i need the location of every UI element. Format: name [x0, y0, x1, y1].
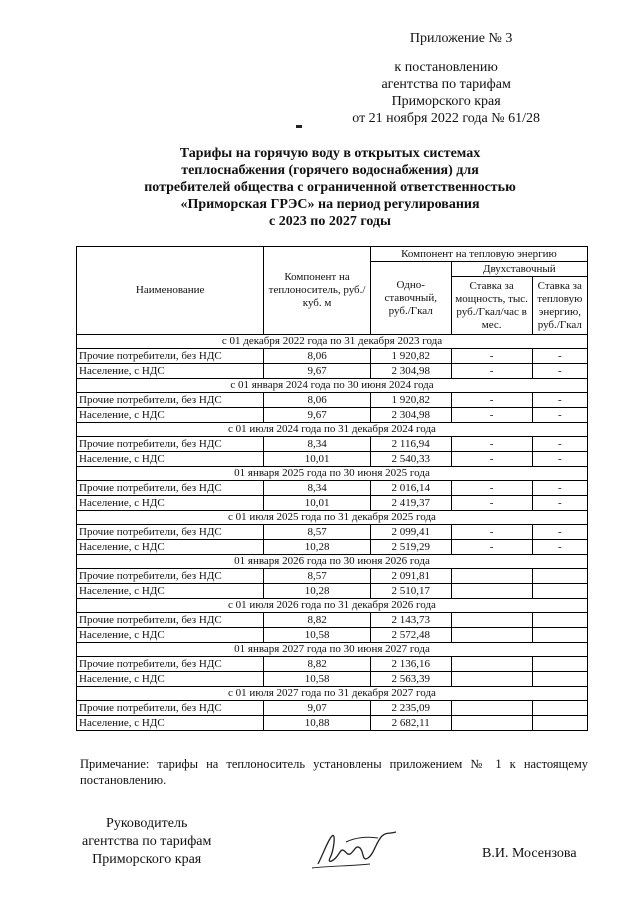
period-label: 01 января 2025 года по 30 июня 2025 года: [77, 467, 588, 481]
signer-line: Руководитель: [106, 816, 188, 831]
table-row: [77, 657, 588, 672]
document-title: [60, 145, 600, 230]
header-line: от 21 ноября 2022 года № 61/28: [352, 111, 540, 126]
consumer-name-cell: Прочие потребители, без НДС: [77, 701, 264, 716]
period-label: 01 января 2027 года по 30 июня 2027 года: [77, 643, 588, 657]
col-header-power-rate: Ставка за мощность, тыс. руб./Гкал/час в мес.: [451, 277, 532, 335]
energy-rate-cell: [532, 569, 587, 584]
energy-rate-cell: [532, 672, 587, 687]
table-row: [77, 569, 588, 584]
table-row: [77, 393, 588, 408]
energy-rate-cell: -: [532, 481, 587, 496]
consumer-name-cell: Прочие потребители, без НДС: [77, 481, 264, 496]
col-header-energy-rate: Ставка за тепловую энергию, руб./Гкал: [532, 277, 587, 335]
table-row: [77, 349, 588, 364]
period-label: с 01 июля 2024 года по 31 декабря 2024 года: [77, 423, 588, 437]
one-rate-cell: 2 419,37: [370, 496, 451, 511]
consumer-name-cell: Население, с НДС: [77, 540, 264, 555]
title-line: с 2023 по 2027 годы: [269, 214, 391, 229]
table-row: [77, 584, 588, 599]
table-row: [77, 437, 588, 452]
consumer-name-cell: Прочие потребители, без НДС: [77, 613, 264, 628]
power-rate-cell: [451, 672, 532, 687]
consumer-name-cell: Прочие потребители, без НДС: [77, 525, 264, 540]
period-row: [77, 643, 588, 657]
one-rate-cell: 2 304,98: [370, 364, 451, 379]
title-line: «Приморская ГРЭС» на период регулирования: [180, 197, 480, 212]
energy-rate-cell: -: [532, 437, 587, 452]
one-rate-cell: 2 136,16: [370, 657, 451, 672]
consumer-name-cell: Население, с НДС: [77, 672, 264, 687]
energy-rate-cell: [532, 613, 587, 628]
one-rate-cell: 2 682,11: [370, 716, 451, 731]
table-row: [77, 716, 588, 731]
signer-line: Приморского края: [92, 852, 202, 867]
signer-title: [82, 815, 211, 869]
coolant-cell: 10,88: [264, 716, 370, 731]
coolant-cell: 8,06: [264, 349, 370, 364]
power-rate-cell: [451, 657, 532, 672]
coolant-cell: 9,67: [264, 408, 370, 423]
signer-name: В.И. Мосензова: [482, 846, 577, 861]
consumer-name-cell: Население, с НДС: [77, 364, 264, 379]
consumer-name-cell: Население, с НДС: [77, 408, 264, 423]
consumer-name-cell: Население, с НДС: [77, 584, 264, 599]
coolant-cell: 10,28: [264, 540, 370, 555]
power-rate-cell: [451, 628, 532, 643]
coolant-cell: 8,82: [264, 613, 370, 628]
period-row: [77, 335, 588, 349]
power-rate-cell: -: [451, 481, 532, 496]
energy-rate-cell: -: [532, 540, 587, 555]
table-row: [77, 672, 588, 687]
stray-mark: [296, 125, 302, 128]
one-rate-cell: 2 143,73: [370, 613, 451, 628]
header-line: агентства по тарифам: [381, 77, 511, 92]
period-row: [77, 555, 588, 569]
one-rate-cell: 2 540,33: [370, 452, 451, 467]
energy-rate-cell: -: [532, 452, 587, 467]
header-line: Приморского края: [391, 94, 501, 109]
col-header-name: Наименование: [77, 247, 264, 335]
header-line: к постановлению: [394, 60, 498, 75]
table-row: [77, 452, 588, 467]
power-rate-cell: -: [451, 525, 532, 540]
handwritten-signature: [310, 822, 400, 872]
period-label: 01 января 2026 года по 30 июня 2026 года: [77, 555, 588, 569]
table-row: [77, 364, 588, 379]
energy-rate-cell: -: [532, 349, 587, 364]
energy-rate-cell: -: [532, 364, 587, 379]
power-rate-cell: [451, 584, 532, 599]
power-rate-cell: -: [451, 437, 532, 452]
power-rate-cell: -: [451, 364, 532, 379]
one-rate-cell: 1 920,82: [370, 349, 451, 364]
title-line: Тарифы на горячую воду в открытых системах: [179, 146, 481, 161]
signer-line: агентства по тарифам: [82, 834, 212, 849]
power-rate-cell: -: [451, 540, 532, 555]
one-rate-cell: 2 563,39: [370, 672, 451, 687]
energy-rate-cell: -: [532, 393, 587, 408]
period-label: с 01 декабря 2022 года по 31 декабря 2023 года: [77, 335, 588, 349]
coolant-cell: 10,01: [264, 496, 370, 511]
one-rate-cell: 2 091,81: [370, 569, 451, 584]
period-row: [77, 511, 588, 525]
coolant-cell: 8,34: [264, 481, 370, 496]
table-row: [77, 540, 588, 555]
period-row: [77, 467, 588, 481]
period-row: [77, 379, 588, 393]
table-row: [77, 481, 588, 496]
one-rate-cell: 2 572,48: [370, 628, 451, 643]
title-line: теплоснабжения (горячего водоснабжения) для: [181, 163, 479, 178]
footnote: Примечание: тарифы на теплоноситель установлены приложением № 1 к настоящему постановлению.: [80, 757, 588, 787]
table-row: [77, 408, 588, 423]
col-header-coolant: Компонент на теплоноситель, руб./куб. м: [264, 247, 370, 335]
period-label: с 01 января 2024 года по 30 июня 2024 года: [77, 379, 588, 393]
col-header-two-rate-group: Двухставочный: [451, 262, 587, 277]
coolant-cell: 8,82: [264, 657, 370, 672]
table-row: [77, 496, 588, 511]
consumer-name-cell: Прочие потребители, без НДС: [77, 437, 264, 452]
tariff-table: [76, 246, 588, 731]
one-rate-cell: 2 519,29: [370, 540, 451, 555]
power-rate-cell: -: [451, 393, 532, 408]
header-block: [352, 30, 540, 127]
power-rate-cell: -: [451, 408, 532, 423]
power-rate-cell: [451, 613, 532, 628]
one-rate-cell: 1 920,82: [370, 393, 451, 408]
power-rate-cell: -: [451, 496, 532, 511]
table-row: [77, 613, 588, 628]
table-row: [77, 701, 588, 716]
consumer-name-cell: Население, с НДС: [77, 628, 264, 643]
energy-rate-cell: [532, 657, 587, 672]
power-rate-cell: -: [451, 349, 532, 364]
col-header-one-rate: Одно-ставочный, руб./Гкал: [370, 262, 451, 335]
period-label: с 01 июля 2026 года по 31 декабря 2026 года: [77, 599, 588, 613]
coolant-cell: 9,07: [264, 701, 370, 716]
energy-rate-cell: [532, 716, 587, 731]
one-rate-cell: 2 304,98: [370, 408, 451, 423]
power-rate-cell: [451, 701, 532, 716]
consumer-name-cell: Прочие потребители, без НДС: [77, 569, 264, 584]
coolant-cell: 9,67: [264, 364, 370, 379]
period-row: [77, 599, 588, 613]
coolant-cell: 10,01: [264, 452, 370, 467]
energy-rate-cell: -: [532, 496, 587, 511]
col-header-energy-group: Компонент на тепловую энергию: [370, 247, 587, 262]
energy-rate-cell: [532, 628, 587, 643]
energy-rate-cell: -: [532, 525, 587, 540]
one-rate-cell: 2 510,17: [370, 584, 451, 599]
power-rate-cell: [451, 716, 532, 731]
coolant-cell: 8,06: [264, 393, 370, 408]
consumer-name-cell: Прочие потребители, без НДС: [77, 657, 264, 672]
consumer-name-cell: Прочие потребители, без НДС: [77, 349, 264, 364]
coolant-cell: 8,57: [264, 525, 370, 540]
period-row: [77, 687, 588, 701]
consumer-name-cell: Население, с НДС: [77, 496, 264, 511]
table-row: [77, 628, 588, 643]
coolant-cell: 10,28: [264, 584, 370, 599]
period-label: с 01 июля 2027 года по 31 декабря 2027 года: [77, 687, 588, 701]
coolant-cell: 10,58: [264, 628, 370, 643]
energy-rate-cell: -: [532, 408, 587, 423]
power-rate-cell: [451, 569, 532, 584]
energy-rate-cell: [532, 584, 587, 599]
title-line: потребителей общества с ограниченной ответственностью: [144, 180, 516, 195]
tariff-table-body: [77, 335, 588, 731]
one-rate-cell: 2 099,41: [370, 525, 451, 540]
consumer-name-cell: Прочие потребители, без НДС: [77, 393, 264, 408]
coolant-cell: 10,58: [264, 672, 370, 687]
table-row: [77, 525, 588, 540]
consumer-name-cell: Население, с НДС: [77, 452, 264, 467]
period-label: с 01 июля 2025 года по 31 декабря 2025 года: [77, 511, 588, 525]
one-rate-cell: 2 016,14: [370, 481, 451, 496]
one-rate-cell: 2 235,09: [370, 701, 451, 716]
period-row: [77, 423, 588, 437]
one-rate-cell: 2 116,94: [370, 437, 451, 452]
appendix-label: Приложение № 3: [409, 31, 513, 46]
coolant-cell: 8,57: [264, 569, 370, 584]
coolant-cell: 8,34: [264, 437, 370, 452]
energy-rate-cell: [532, 701, 587, 716]
power-rate-cell: -: [451, 452, 532, 467]
consumer-name-cell: Население, с НДС: [77, 716, 264, 731]
